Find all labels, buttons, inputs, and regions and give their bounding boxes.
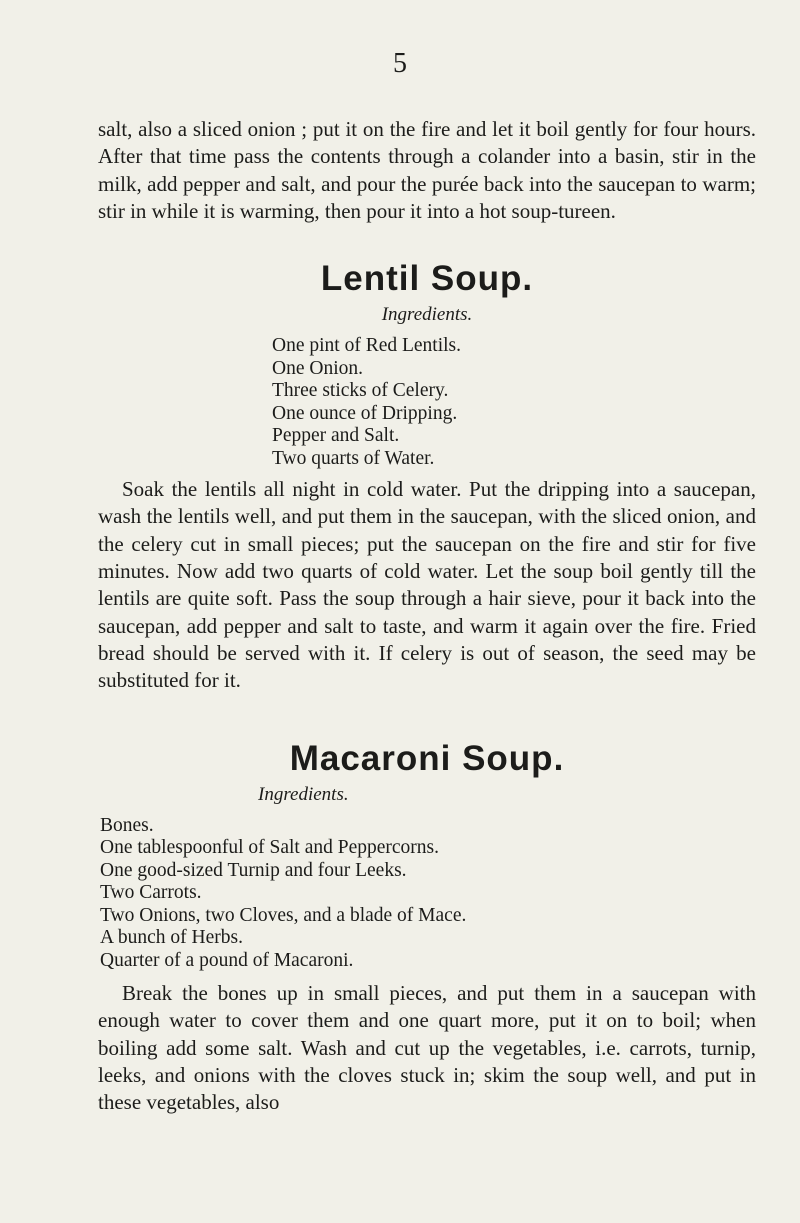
ingredient-item: Bones. xyxy=(100,814,154,836)
ingredients-heading: Ingredients. xyxy=(381,304,473,326)
ingredient-item: Two Carrots. xyxy=(100,882,202,904)
recipe-title: Macaroni Soup. xyxy=(289,738,565,778)
method-paragraph: Break the bones up in small pieces, and put them in a saucepan with enough water to cover them and one quart more, put it on to boil; when boiling add some salt. Wash and cut up the vegetables, i.e. carrots, turnip, leeks, and onions with the cloves stuck in; skim the soup well, and put in these vegetables, also xyxy=(98,981,756,1115)
ingredient-item: Pepper and Salt. xyxy=(272,425,400,447)
ingredient-item: Quarter of a pound of Macaroni. xyxy=(100,949,354,971)
ingredient-item: One ounce of Dripping. xyxy=(272,402,458,424)
ingredient-item: One good-sized Turnip and four Leeks. xyxy=(100,859,407,881)
ingredients-heading: Ingredients. xyxy=(258,783,349,805)
ingredient-item: One tablespoonful of Salt and Peppercorns. xyxy=(100,837,440,859)
ingredient-item: One Onion. xyxy=(272,357,363,379)
method-paragraph: Soak the lentils all night in cold water. Put the dripping into a saucepan, wash the lentils well, and put them in the saucepan, with the sliced onion, and the celery cut in small pieces; put the saucepan on the fire and stir for five minutes. Now add two quarts of cold water. Let the soup boil gently till the lentils are quite soft. Pass the soup through a hair sieve, pour it back into the saucepan, add pepper and salt to taste, and warm it again over the fire. Fried bread should be served with it. If celery is out of season, the seed may be substituted for it. xyxy=(98,477,756,693)
ingredients-list xyxy=(100,815,756,973)
ingredient-item: One pint of Red Lentils. xyxy=(272,335,462,357)
ingredients-list xyxy=(272,335,756,470)
ingredient-item: Two quarts of Water. xyxy=(272,447,435,469)
ingredient-item: A bunch of Herbs. xyxy=(100,927,243,949)
recipe-lentil-soup xyxy=(98,259,756,694)
recipe-macaroni-soup xyxy=(98,739,756,1117)
page-number: 5 xyxy=(393,48,407,79)
intro-paragraph: salt, also a sliced onion ; put it on the fire and let it boil gently for four hours. After that time pass the contents through a colander into a basin, stir in the milk, add pepper and salt, and pour the purée back into the saucepan to warm; stir in while it is warming, then pour it into a hot soup-tureen. xyxy=(98,117,756,223)
ingredient-item: Two Onions, two Cloves, and a blade of Mace. xyxy=(100,904,467,926)
ingredient-item: Three sticks of Celery. xyxy=(272,380,449,402)
page-body xyxy=(98,116,756,1117)
recipe-title: Lentil Soup. xyxy=(320,259,534,299)
